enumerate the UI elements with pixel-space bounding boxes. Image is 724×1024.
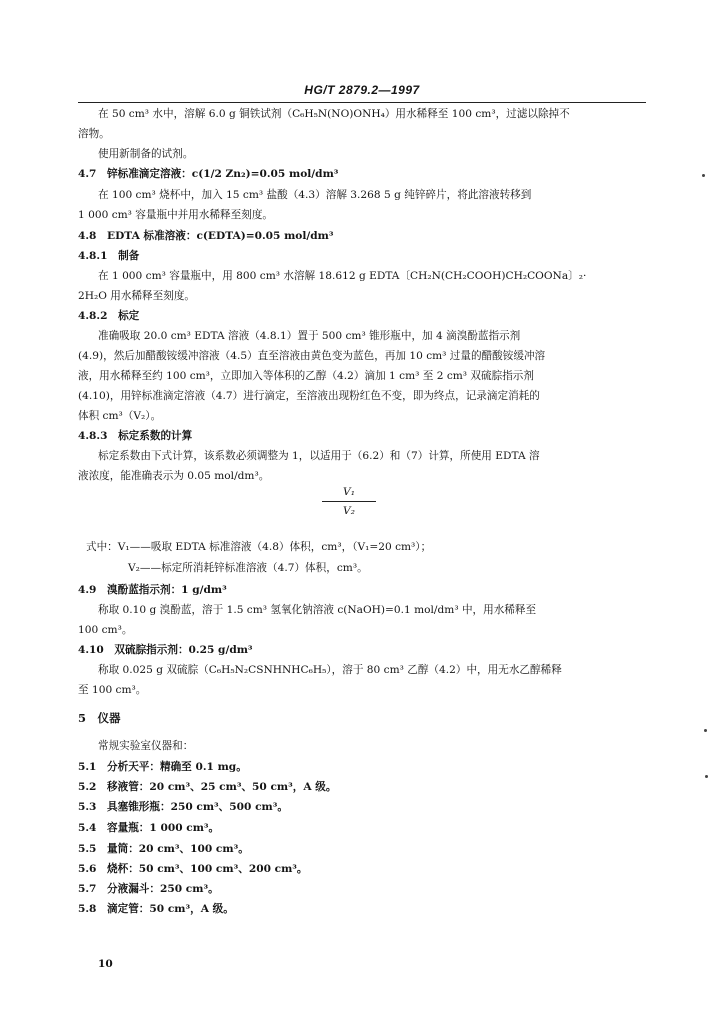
scan-speck <box>702 174 705 177</box>
text-line: 液，用水稀释至约 100 cm³，立即加入等体积的乙醇（4.2）滴加 1 cm³ 至 2 cm³ 双硫腙指示剂 <box>78 370 534 382</box>
formula-numerator: V₁ <box>343 486 355 498</box>
text-line: 100 cm³。 <box>78 624 133 636</box>
text-line: 使用新制备的试剂。 <box>98 148 194 160</box>
standard-number-header: HG/T 2879.2—1997 <box>304 83 420 97</box>
scan-speck <box>705 775 708 778</box>
text-line: (4.9)，然后加醋酸铵缓冲溶液（4.5）直至溶液由黄色变为蓝色，再加 10 cm³ 过量的醋酸铵缓冲溶 <box>78 350 546 362</box>
instrument-item: 5.5 量筒：20 cm³、100 cm³。 <box>78 843 249 855</box>
instrument-item: 5.8 滴定管：50 cm³，A 级。 <box>78 903 234 915</box>
text-line: 溶物。 <box>78 128 110 140</box>
text-line: 在 50 cm³ 水中，溶解 6.0 g 铜铁试剂（C₆H₅N(NO)ONH₄）用水稀释至 100 cm³，过滤以除掉不 <box>98 108 570 120</box>
text-line: 1 000 cm³ 容量瓶中并用水稀释至刻度。 <box>78 209 274 221</box>
section-heading-4-9: 4.9 溴酚蓝指示剂：1 g/dm³ <box>78 584 227 596</box>
section-heading-5: 5 仪器 <box>78 711 121 725</box>
instrument-item: 5.1 分析天平：精确至 0.1 mg。 <box>78 761 247 773</box>
instrument-item: 5.6 烧杯：50 cm³、100 cm³、200 cm³。 <box>78 863 308 875</box>
section-heading-4-8-3: 4.8.3 标定系数的计算 <box>78 430 193 442</box>
text-line: 式中：V₁——吸取 EDTA 标准溶液（4.8）体积，cm³，（V₁=20 cm³）； <box>86 541 432 553</box>
formula-denominator: V₂ <box>343 505 355 517</box>
text-line: (4.10)，用锌标准滴定溶液（4.7）进行滴定，至溶液出现粉红色不变，即为终点，记录滴定消耗的 <box>78 390 540 402</box>
section-heading-4-8: 4.8 EDTA 标准溶液：c(EDTA)=0.05 mol/dm³ <box>78 230 334 242</box>
section-heading-4-8-1: 4.8.1 制备 <box>78 250 140 262</box>
instrument-item: 5.2 移液管：20 cm³、25 cm³、50 cm³，A 级。 <box>78 781 337 793</box>
instrument-item: 5.3 具塞锥形瓶：250 cm³、500 cm³。 <box>78 801 288 813</box>
text-line: 在 100 cm³ 烧杯中，加入 15 cm³ 盐酸（4.3）溶解 3.268 5 g 纯锌碎片，将此溶液转移到 <box>98 189 532 201</box>
text-line: 2H₂O 用水稀释至刻度。 <box>78 290 196 302</box>
section-heading-4-8-2: 4.8.2 标定 <box>78 310 140 322</box>
calibration-formula <box>322 486 376 517</box>
text-line: 称取 0.10 g 溴酚蓝，溶于 1.5 cm³ 氢氧化钠溶液 c(NaOH)=0.1 mol/dm³ 中，用水稀释至 <box>98 604 537 616</box>
instrument-item: 5.7 分液漏斗：250 cm³。 <box>78 883 219 895</box>
text-line: 标定系数由下式计算，该系数必须调整为 1，以适用于（6.2）和（7）计算，所使用 EDTA 溶 <box>98 450 540 462</box>
text-line: 常规实验室仪器和： <box>98 740 194 752</box>
section-heading-4-7: 4.7 锌标准滴定溶液：c(1/2 Zn₂)=0.05 mol/dm³ <box>78 168 339 180</box>
header-rule <box>78 102 646 103</box>
text-line: 液浓度，能准确表示为 0.05 mol/dm³。 <box>78 470 270 482</box>
fraction-bar <box>322 501 376 502</box>
instrument-item: 5.4 容量瓶：1 000 cm³。 <box>78 822 220 834</box>
scan-speck <box>704 729 707 732</box>
text-line: 至 100 cm³。 <box>78 684 147 696</box>
text-line: 称取 0.025 g 双硫腙（C₆H₅N₂CSNHNHC₆H₅），溶于 80 cm³ 乙醇（4.2）中，用无水乙醇稀释 <box>98 664 562 676</box>
text-line: 在 1 000 cm³ 容量瓶中，用 800 cm³ 水溶解 18.612 g EDTA〔CH₂N(CH₂COOH)CH₂COONa〕₂· <box>98 270 587 282</box>
text-line: 准确吸取 20.0 cm³ EDTA 溶液（4.8.1）置于 500 cm³ 锥形瓶中，加 4 滴溴酚蓝指示剂 <box>98 330 521 342</box>
page-number: 10 <box>98 958 113 970</box>
section-heading-4-10: 4.10 双硫腙指示剂：0.25 g/dm³ <box>78 644 253 656</box>
text-line: V₂——标定所消耗锌标准溶液（4.7）体积，cm³。 <box>128 562 368 574</box>
text-line: 体积 cm³（V₂）。 <box>78 410 162 422</box>
